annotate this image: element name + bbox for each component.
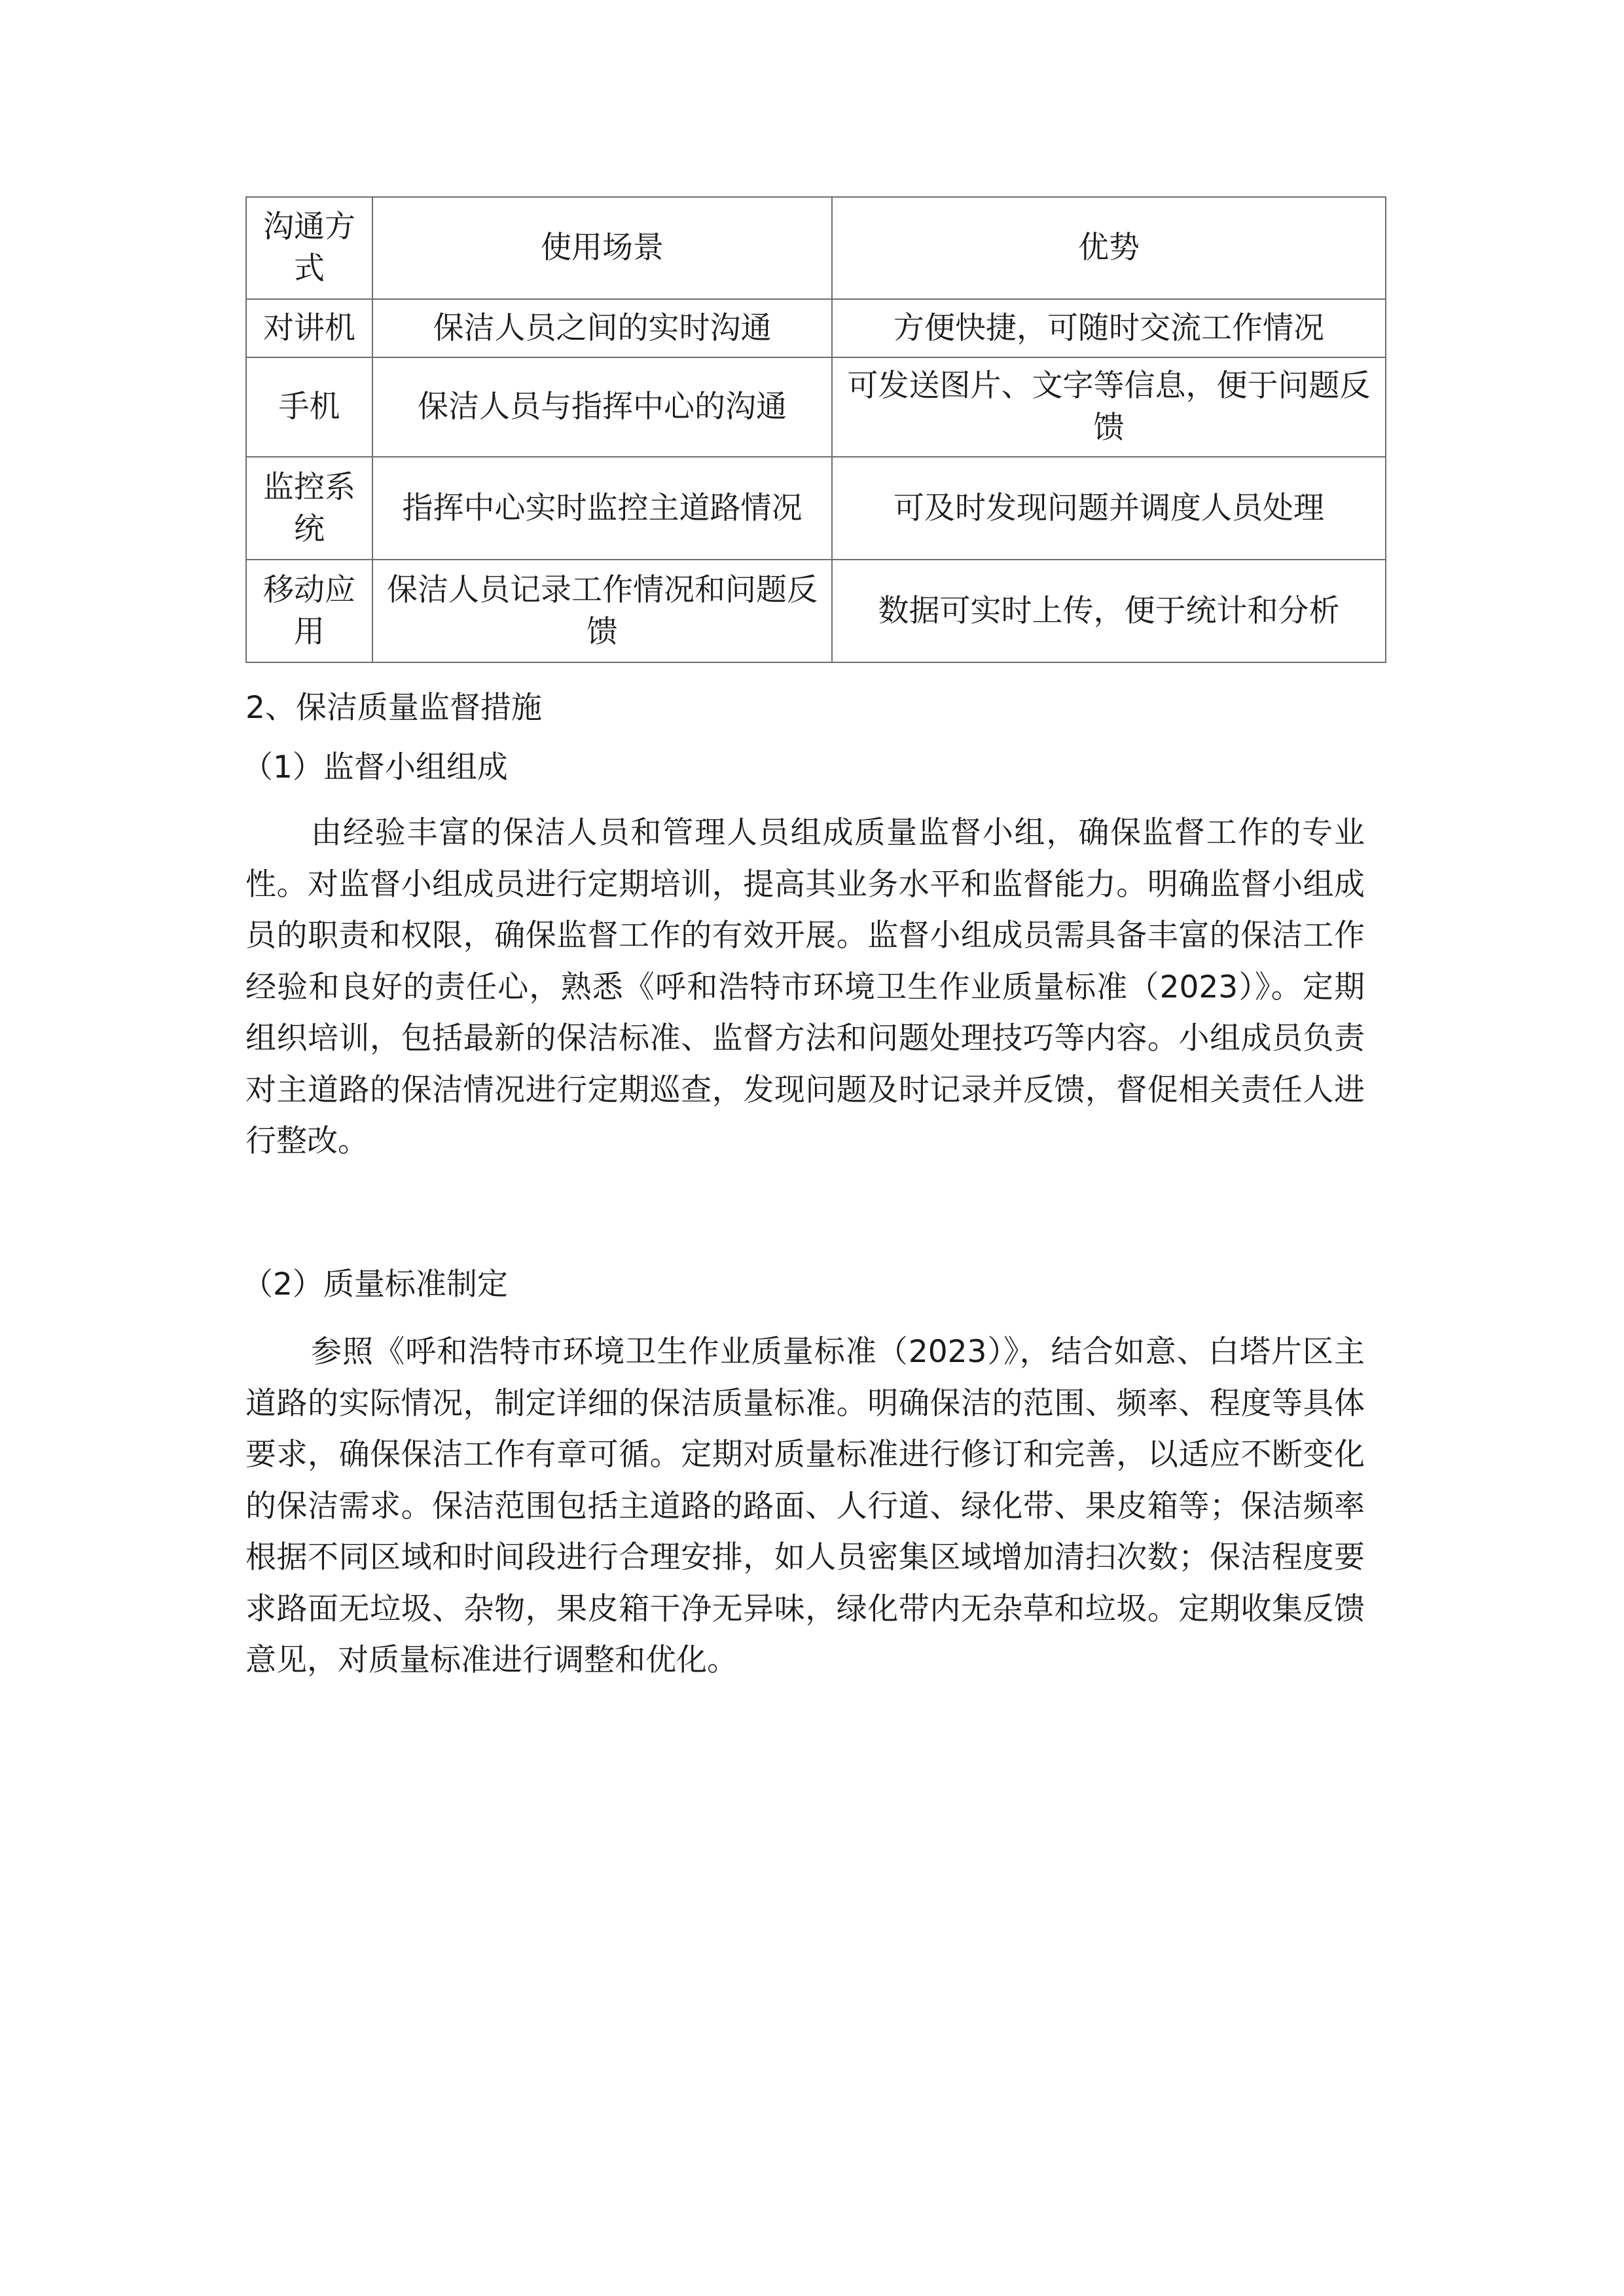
- body-paragraph: 参照《呼和浩特市环境卫生作业质量标准（2023）》，结合如意、白塔片区主道路的实际情况，制定详细的保洁质量标准。明确保洁的范围、频率、程度等具体要求，确保保洁工作有章可循。定期对质量标准进行修订和完善，以适应不断变化的保洁需求。保洁范围包括主道路的路面、人行道、绿化带、果皮箱等；保洁频率根据不同区域和时间段进行合理安排，如人员密集区域增加清扫次数；保洁程度要求路面无垃圾、杂物，果皮箱干净无异味，绿化带内无杂草和垃圾。定期收集反馈意见，对质量标准进行调整和优化。: [245, 1334, 1365, 1678]
- section-heading: 2、保洁质量监督措施: [245, 690, 542, 726]
- table-cell: 可发送图片、文字等信息，便于问题反馈: [832, 357, 1386, 457]
- table-cell: 方便快捷，可随时交流工作情况: [832, 299, 1386, 357]
- table-cell: 保洁人员记录工作情况和问题反馈: [372, 560, 832, 662]
- subsection-heading: （1）监督小组组成: [242, 749, 508, 785]
- table-cell: 保洁人员之间的实时沟通: [372, 299, 832, 357]
- table-row: [246, 560, 1386, 662]
- table-cell: 监控系统: [246, 457, 372, 560]
- subsection-heading: （2）质量标准制定: [242, 1266, 508, 1302]
- table-cell: 指挥中心实时监控主道路情况: [372, 457, 832, 560]
- table-cell: 可及时发现问题并调度人员处理: [832, 457, 1386, 560]
- header-cell-scenario: 使用场景: [372, 197, 832, 299]
- table-cell: 手机: [246, 357, 372, 457]
- communication-methods-table: [245, 196, 1386, 663]
- table-cell: 数据可实时上传，便于统计和分析: [832, 560, 1386, 662]
- table-row: [246, 457, 1386, 560]
- body-paragraph: 由经验丰富的保洁人员和管理人员组成质量监督小组，确保监督工作的专业性。对监督小组成员进行定期培训，提高其业务水平和监督能力。明确监督小组成员的职责和权限，确保监督工作的有效开展。监督小组成员需具备丰富的保洁工作经验和良好的责任心，熟悉《呼和浩特市环境卫生作业质量标准（2023）》。定期组织培训，包括最新的保洁标准、监督方法和问题处理技巧等内容。小组成员负责对主道路的保洁情况进行定期巡查，发现问题及时记录并反馈，督促相关责任人进行整改。: [245, 815, 1365, 1159]
- table-row: [246, 357, 1386, 457]
- header-cell-advantage: 优势: [832, 197, 1386, 299]
- table-row: [246, 299, 1386, 357]
- header-cell-method: 沟通方式: [246, 197, 372, 299]
- table-cell: 保洁人员与指挥中心的沟通: [372, 357, 832, 457]
- table-cell: 移动应用: [246, 560, 372, 662]
- table-cell: 对讲机: [246, 299, 372, 357]
- table-header-row: [246, 197, 1386, 299]
